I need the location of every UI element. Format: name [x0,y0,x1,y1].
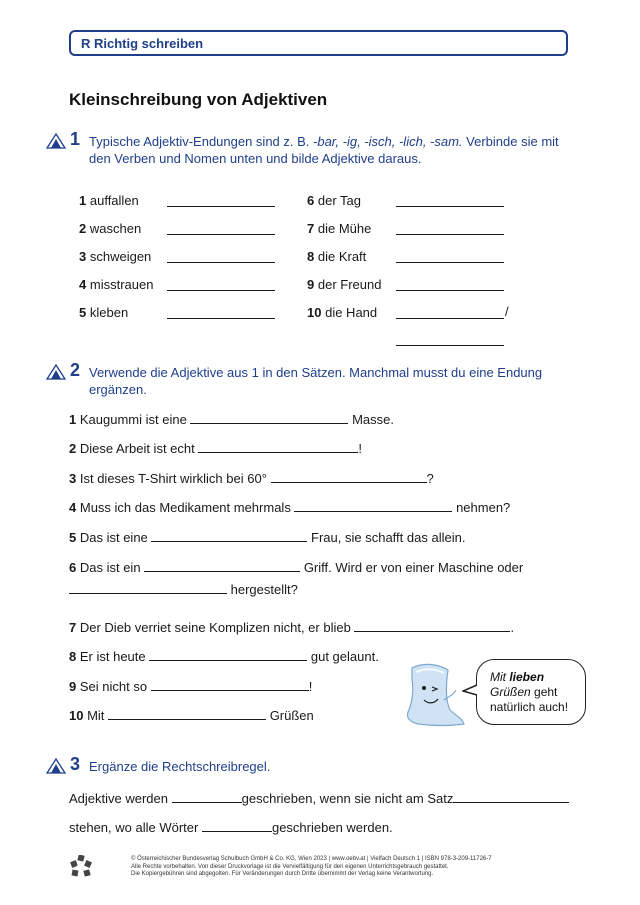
answer-blank[interactable] [167,262,275,263]
sentence: 10 Mit Grüßen [69,708,314,723]
sentence: 6 Das ist ein Griff. Wird er von einer Maschine oder [69,560,524,575]
mascot-illustration [398,660,468,730]
answer-blank[interactable] [202,819,272,832]
exercise-item: 4 misstrauen [79,277,154,292]
exercise-item: 8 die Kraft [307,249,367,264]
publisher-logo [69,855,93,879]
task-number: 3 [70,754,81,774]
difficulty-triangle-icon [46,364,66,380]
rule-line: stehen, wo alle Wörter geschrieben werden. [69,820,393,835]
answer-blank[interactable] [167,206,275,207]
task-number: 2 [70,360,81,380]
difficulty-triangle-icon [46,758,66,774]
sentence: 1 Kaugummi ist eine Masse. [69,412,394,427]
answer-blank[interactable] [396,206,504,207]
exercise-item: 1 auffallen [79,193,139,208]
answer-blank[interactable] [144,559,300,572]
answer-blank[interactable] [396,290,504,291]
sentence: 2 Diese Arbeit ist echt ! [69,441,362,456]
answer-blank[interactable] [396,262,504,263]
task-number: 1 [70,129,81,149]
answer-blank[interactable] [453,790,569,803]
sentence: 3 Ist dieses T-Shirt wirklich bei 60° ? [69,471,434,486]
speech-bubble-text: Mit lieben Grüßen geht natürlich auch! [490,670,569,714]
answer-blank[interactable] [294,499,452,512]
task-instruction: Ergänze die Rechtschreibregel. [89,759,271,774]
sentence: 9 Sei nicht so ! [69,679,313,694]
answer-blank[interactable] [396,345,504,346]
difficulty-triangle-icon [46,133,66,149]
exercise-item: 2 waschen [79,221,142,236]
answer-blank[interactable] [172,790,242,803]
answer-blank[interactable] [167,318,275,319]
exercise-item: 10 die Hand [307,305,378,320]
exercise-item: 3 schweigen [79,249,152,264]
page-title: Kleinschreibung von Adjektiven [69,90,328,109]
exercise-item: 7 die Mühe [307,221,372,236]
answer-blank[interactable] [151,529,307,542]
answer-blank[interactable] [354,619,510,632]
answer-blank[interactable] [396,318,504,319]
answer-blank[interactable] [69,581,227,594]
rule-line: Adjektive werden geschrieben, wenn sie nicht am Satz [69,790,569,806]
sentence: 5 Das ist eine Frau, sie schafft das allein. [69,530,466,545]
answer-blank[interactable] [151,678,309,691]
answer-blank[interactable] [108,707,266,720]
speech-bubble [476,659,586,725]
sentence: 4 Muss ich das Medikament mehrmals nehmen? [69,500,511,515]
sentence-continuation: hergestellt? [69,581,298,597]
sentence: 7 Der Dieb verriet seine Komplizen nicht, er blieb . [69,620,515,635]
copyright-footer: © Österreichischer Bundesverlag Schulbuch GmbH & Co. KG, Wien 2023 | www.oebv.at | Vielfach Deutsch 1 | ISBN 978-3-209-11726-7 Alle Rechte vorbehalten. Von dieser Druckvorlage ist die Vervielfältigung für den eigenen Unterrichtsgebrauch gestattet. Die Kopiergebühren sind abgegolten. Für Veränderungen durch Dritte übernimmt der Verlag keine Verantwortung. [131,856,492,877]
answer-blank[interactable] [167,290,275,291]
answer-blank[interactable] [167,234,275,235]
sentence: 8 Er ist heute gut gelaunt. [69,649,379,664]
answer-blank[interactable] [271,470,427,483]
answer-blank[interactable] [149,648,307,661]
task-instruction: Verwende die Adjektive aus 1 in den Sätzen. Manchmal musst du eine Endung ergänzen. [89,365,543,397]
exercise-item: 6 der Tag [307,193,361,208]
slash-separator: / [505,304,509,319]
answer-blank[interactable] [198,440,358,453]
exercise-item: 9 der Freund [307,277,382,292]
section-header-label: R Richtig schreiben [81,36,204,51]
answer-blank[interactable] [396,234,504,235]
exercise-item: 5 kleben [79,305,129,320]
section-header [69,30,568,56]
svg-text:öbv: öbv [75,866,87,872]
answer-blank[interactable] [190,411,348,424]
task-instruction: Typische Adjektiv-Endungen sind z. B. -bar, -ig, -isch, -lich, -sam. Verbinde sie mit den Verben und Nomen unten und bilde Adjektive daraus. [89,134,559,166]
speech-bubble-tail [462,683,478,697]
